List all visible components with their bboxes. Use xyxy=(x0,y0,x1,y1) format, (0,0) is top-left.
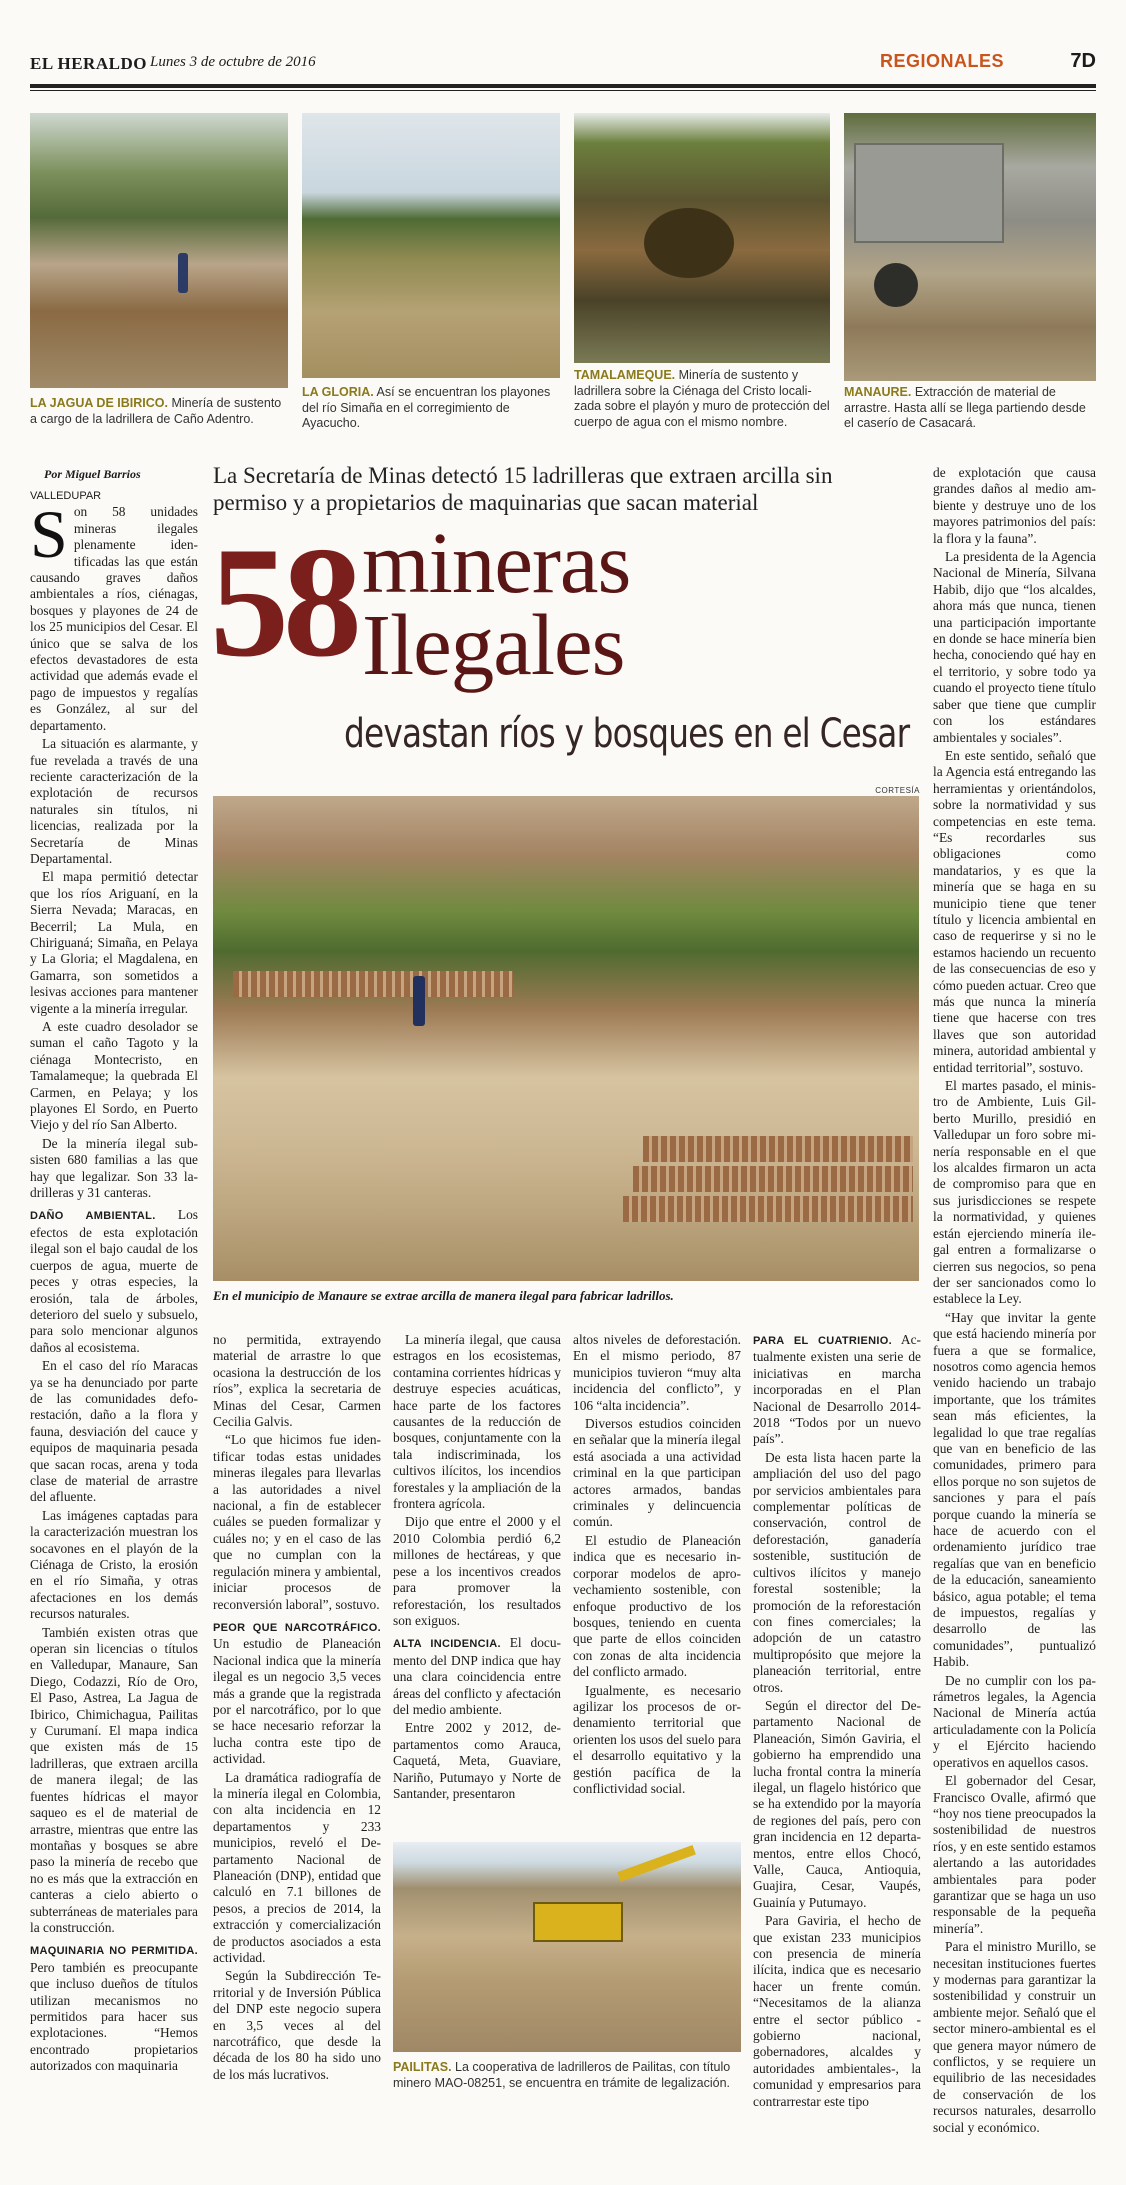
main-photo-caption: En el municipio de Manaure se extrae arcilla de manera ilegal para fabricar ladrillos. xyxy=(213,1288,674,1303)
masthead xyxy=(30,48,1096,82)
worker-figure xyxy=(413,976,425,1026)
excavator-shape xyxy=(533,1902,623,1942)
drop-cap: S xyxy=(30,496,68,573)
article-column-6: de explotación que causa grandes daños al medio ambiente y destruye uno de los mayores patrimonios del país: la flora y la fauna”. La presidenta de la Agencia Nacional de Minería, Silvana Habib, dijo que “los alcaldes, ahora más que nunca, tienen una participación importante en donde se hace minería bien hecha, conociendo qué hay en el territorio, y sobre todo ya cuando el proyecto tiene título saber que tiene que cumplir con los estándares ambientales y sociales”. En este sentido, señaló que la Agencia está entregando las herramientas y orientándolos, sobre la normatividad y sus competencias en este tema. “Es recordarles sus obligaciones como mandatarios, y es que la minería que se haga en su municipio tiene que tener título y licencia ambiental en caso de requerirse y si no le estamos haciendo un recuento de las consecuencias de eso y cómo pueden actuar. Creo que más que nunca la minería tiene que hacerse con tres llaves que son autoridad minera, autoridad ambiental y entidad territorial”, sostuvo. El martes pasado, el ministro de Ambiente, Luis Gilberto Murillo, presidió en Valledupar un foro sobre minería responsable en el que los alcaldes firmaron un acta de compromiso para que en sus jurisdicciones se respete la normatividad, y quienes están ejerciendo minería ilegal entren a formalizarse o cierren sus negocios, so pena der ser sancionados como lo establece la Ley. “Hay que invitar la gente que está haciendo minería por fuera a que se formalice, nosotros como agencia hemos venido haciendo un trabajo importante, que los trámites sean más eficientes, la legalidad lo que trae regalías que van en beneficio de las comunidades, primero para ellos porque no son sujetos de sanciones y para el país porque cuando la minería se hace de acuerdo con el ordenamiento jurídico trae regalías que van en beneficio de la educación, saneamiento básico, agua potable; el tema de impuestos, regalías y desarrollo de las comunidades”, puntualizó Habib. De no cumplir con los parámetros legales, la Agencia Nacional de Minería actúa articuladamente con la Policía y el Ejército haciendo operativos en aquellos casos. El gobernador del Cesar, Francisco Ovalle, afirmó que “hoy nos tiene preocupados la sostenibilidad de nuestros ríos, y en este sentido estamos alertando a las autoridades ambientales para poder garantizar que se haga un uso responsable de la pequeña minería”. Para el ministro Murillo, se necesitan instituciones fuertes y modernas para garantizar la sostenibilidad y construir un ambiente mejor. Señaló que el sector minero-ambiental es el que genera mayor número de conflictos, y se requiere un equilibrio de las necesidades de conservación de los recursos naturales, desarrollo social y económico. xyxy=(933,465,1096,2135)
caption-pailitas: PAILITAS. La cooperativa de ladrilleros de Pailitas, con título minero MAO-08251, se encuentra en trámite de legalización. xyxy=(393,2060,731,2090)
brick-row-shape xyxy=(643,1136,913,1162)
caption-la-jagua: LA JAGUA DE IBIRICO. Minería de sustento a cargo de la ladrillera de Caño Adentro. xyxy=(30,396,282,426)
photo-la-gloria xyxy=(302,113,560,378)
photo-credit: CORTESÍA xyxy=(875,786,920,795)
brick-row-shape xyxy=(623,1196,913,1222)
byline: Por Miguel Barrios xyxy=(44,467,141,481)
page-number: 7D xyxy=(1070,50,1096,72)
article-column-4: altos niveles de deforestación. En el mismo periodo, 87 municipios tuvieron “muy alta incidencia del conflicto”, y 106 “alta incidencia”. Diversos estudios coinciden en señalar que la minería ilegal está asociada a una actividad criminal en la que participan actores armados, bandas criminales y delincuencia común. El estudio de Planeación indica que es necesario incorporar modelos de aprovechamiento sostenible, con enfoque productivo de los bosques, teniendo en cuenta que parte de ellos coinciden con zonas de alta incidencia del conflicto armado. Igualmente, es necesario agilizar los procesos de ordenamiento territorial que orienten los usos del suelo para el desarrollo equitativo y la gestión pacífica de la conflictividad social. xyxy=(573,1332,741,1796)
truck-wheel-shape xyxy=(874,263,918,307)
section-name: REGIONALES xyxy=(879,51,1004,71)
headline-number: 58 xyxy=(210,515,356,690)
article-column-5: PARA EL CUATRIENIO. Actualmente existen una serie de iniciativas en marcha incorporadas en el Plan Nacional de Desarrollo 2014-2018 “Todos por un nuevo país”. De esta lista hacen parte la ampliación del uso del pago por servicios ambientales para complementar políticas de conservación, control de deforestación, ganadería sostenible, sustitución de cultivos ilícitos y manejo forestal sostenible; la promoción de la reforestación con fines comerciales; la adopción de un catastro multipropósito que mejore la planeación territorial, entre otros. Según el director del Departamento Nacional de Planeación, Simón Gaviria, el gobierno ha emprendido una lucha frontal contra la minería ilegal, un flagelo histórico que se ha extendido por la mayoría de regiones del país, pero con gran incidencia en 12 departamentos, entre ellos Chocó, Valle, Cauca, Antioquia, Guajira, Cesar, Vaupés, Guainía y Putumayo. Para Gaviria, el hecho de que existan 233 municipios con presencia de minería ilícita, indica que es necesario hacer un frente común. “Necesitamos de la alianza entre el sector público -gobierno nacional, gobernadores, alcaldes y autoridades ambientales-, la comunidad y empresarios para contrarrestar este tipo xyxy=(753,1332,921,2109)
subhead-peor-narcotrafico: PEOR QUE NARCOTRÁFICO. xyxy=(213,1621,381,1634)
caption-tamalameque: TAMALAMEQUE. Minería de sustento y ladrillera sobre la Ciénaga del Cristo localizada sobre el playón y muro de protección del cuerpo de agua con el mismo nombre. xyxy=(574,368,830,429)
main-photo-manaure xyxy=(213,796,919,1281)
headline-deck: devastan ríos y bosques en el Cesar xyxy=(344,711,910,757)
headline-word-1: mineras xyxy=(362,514,631,611)
excavator-arm-shape xyxy=(617,1845,696,1882)
dateline: VALLEDUPAR xyxy=(30,490,102,502)
photo-la-jagua xyxy=(30,113,288,388)
newspaper-name: EL HERALDO xyxy=(30,54,147,73)
headline-word-2: Ilegales xyxy=(362,596,625,693)
masthead-rule-thin xyxy=(30,90,1096,91)
article-column-2: no permitida, extrayendo material de arrastre lo que ocasiona la destrucción de los ríos”, explica la secretaria de Minas del Cesar, Carmen Cecilia Galvis. “Lo que hicimos fue identificar todas estas unidades mineras ilegales para llevarlas a las autoridades a nivel nacional, a fin de establecer cuáles se pueden formalizar y cuáles no; y en el caso de las que no cumplan con la regulación minera y ambiental, iniciar procesos de reconversión laboral”, sostuvo. PEOR QUE NARCOTRÁFICO. Un estudio de Planeación Nacional indica que la minería ilegal es un negocio 3,5 veces más a grande que la registrada por el narcotráfico, por lo que se hace necesario reforzar la lucha contra este tipo de actividad. La dramática radiografía de la minería ilegal en Colombia, con alta incidencia en 12 departamentos y 233 municipios, reveló el Departamento Nacional de Planeación (DNP), entidad que calculó en 7.1 billones de pesos, a precios de 2014, la extracción y comercialización de productos asociados a esta actividad. Según la Subdirección Territorial y de Inversión Pública del DNP este negocio supera en 3,5 veces al del narcotráfico, que desde la década de los 80 ha sido uno de los más lucrativos. xyxy=(213,1332,381,2082)
caption-manaure: MANAURE. Extracción de material de arrastre. Hasta allí se llega partiendo desde el caserío de Casacará. xyxy=(844,385,1086,430)
headline-kicker: La Secretaría de Minas detectó 15 ladrilleras que extraen arcilla sin permiso y a propietarios de maquinarias que sacan material xyxy=(213,463,833,515)
article-column-3: La minería ilegal, que causa estragos en los ecosistemas, contamina corrientes hídricas y destruye especies acuáticas, hace parte de los factores causantes de la reducción de bosques, conjuntamente con la tala indiscriminada, los cultivos ilícitos, los incendios forestales y la ampliación de la frontera agrícola. Dijo que entre el 2000 y el 2010 Colombia perdió 6,2 millones de hectáreas, y que pese a los incentivos creados para promover la reforestación, los resultados son exiguos. ALTA INCIDENCIA. El documento del DNP indica que hay una clara coincidencia entre áreas del conflicto y afectación del medio ambiente. Entre 2002 y 2012, departamentos como Arauca, Caquetá, Meta, Guaviare, Nariño, Putumayo y Norte de Santander, presentaron xyxy=(393,1332,562,1801)
truck-shape xyxy=(854,143,1004,243)
photo-manaure-truck xyxy=(844,113,1096,381)
subhead-dano-ambiental: DAÑO AMBIENTAL. xyxy=(30,1210,156,1223)
brick-row-shape xyxy=(233,971,513,997)
sinkhole-shape xyxy=(644,208,734,278)
subhead-alta-incidencia: ALTA INCIDENCIA. xyxy=(393,1638,501,1651)
caption-la-gloria: LA GLORIA. Así se encuentran los playones del río Simaña en el corregimiento de Ayacucho. xyxy=(302,385,551,430)
article-column-1: VALLEDUPAR Son 58 unidades mineras ilegales plenamente identificadas las que están causando graves daños ambientales a ríos, ciénagas, bosques y playones de 24 de los 25 municipios del Cesar. El único que se salva de los efectos devastadores de esta actividad que además evade el pago de impuestos y regalías es González, al sur del departamento. La situación es alarmante, y fue revelada a través de una reciente caracterización de la explotación de recursos naturales sin títulos, ni licencias, realizada por la Secretaría de Minas Departamental. El mapa permitió detectar que los ríos Ariguaní, en la Sierra Nevada; Maracas, en Becerril; La Mula, en Chiriguaná; Simaña, en Pelaya y La Gloria; el Magdalena, en Gamarra, son sometidos a lesivas acciones para mantener vigente a la minería irregular. A este cuadro desolador se suman el caño Tagoto y la ciénaga Montecristo, en Tamalameque; la quebrada El Carmen, en Pelaya; y los playones El Sordo, en Puerto Viejo y del río San Alberto. De la minería ilegal subsisten 680 familias a las que hay que legalizar. Son 33 ladrilleras y 31 canteras. DAÑO AMBIENTAL. Los efectos de esta explotación ilegal son el bajo caudal de los cuerpos de agua, muerte de peces y otras especies, la erosión, tala de árboles, deterioro del suelo y subsuelo, para solo mencionar algunos daños al ecosistema. En el caso del río Maracas ya se ha denunciado por parte de las comunidades deforestación, daño a la flora y fauna, desviación del cauce y equipos de maquinaria pesada que sacan rocas, arena y toda clase de material de arrastre del afluente. Las imágenes captadas para la caracterización muestran los socavones en el playón de la Ciénaga de Cristo, la erosión en el río Simaña, y otras afectaciones en los demás recursos naturales. También existen otras que operan sin licencias o títulos en Valledupar, Manaure, San Diego, Codazzi, Río de Oro, El Paso, Astrea, La Jagua de Ibirico, Chimichagua, Pailitas y Curumaní. El mapa indica que existen más de 15 ladrilleras, que extraen arcilla de manera ilegal; de las fuentes hídricas el mayor saqueo es el de material de arrastre, mientras que entre las montañas y bosques se abre paso la minería de recebo que no es más que la extracción en canteras a cielo abierto o subterráneas de materiales para la construcción. MAQUINARIA NO PERMITIDA. Pero también es preocupante que incluso dueños de títulos utilizan mecanismos no permitidos para hacer sus explotaciones. “Hemos encontrado propietarios autorizados con maquinaria xyxy=(30,490,199,2074)
brick-row-shape xyxy=(633,1166,913,1192)
photo-tamalameque xyxy=(574,113,830,363)
issue-date: Lunes 3 de octubre de 2016 xyxy=(150,54,316,70)
subhead-maquinaria: MAQUINARIA NO PERMITIDA. xyxy=(30,1945,198,1958)
subhead-cuatrienio: PARA EL CUATRIENIO. xyxy=(753,1335,892,1347)
worker-figure xyxy=(178,253,188,293)
masthead-rule-thick xyxy=(30,84,1096,88)
photo-pailitas xyxy=(393,1842,741,2052)
